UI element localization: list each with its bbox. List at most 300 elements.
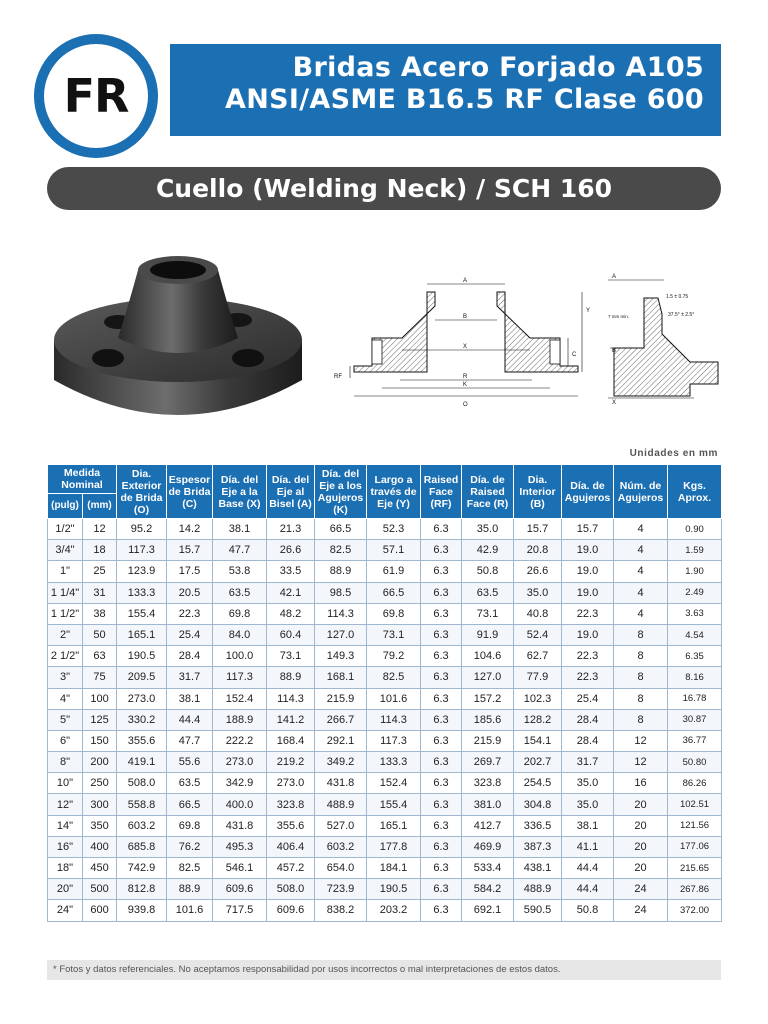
cell-dia-raised-face: 50.8 (462, 561, 514, 582)
logo-badge (44, 44, 148, 148)
cell-largo: 82.5 (367, 667, 421, 688)
col-header-num-agujeros: Núm. de Agujeros (614, 465, 668, 519)
table-row (48, 646, 722, 667)
cell-dia-exterior: 508.0 (117, 773, 167, 794)
cell-dia-bisel: 219.2 (267, 752, 315, 773)
col-header-dia-base: Día. del Eje a la Base (X) (213, 465, 267, 519)
dim-label-r: R (463, 374, 468, 380)
cell-kgs: 102.51 (668, 794, 722, 815)
cell-pulg: 8" (48, 752, 83, 773)
cell-dia-de-agujeros: 44.4 (562, 858, 614, 879)
dim-label-x: X (463, 344, 468, 350)
cell-raised-face: 6.3 (421, 879, 462, 900)
table-row (48, 794, 722, 815)
detail-label-angle: 37.5° ± 2.5° (668, 312, 695, 318)
cell-mm: 18 (83, 540, 117, 561)
cell-mm: 450 (83, 858, 117, 879)
cell-largo: 52.3 (367, 519, 421, 540)
units-note: Unidades en mm (629, 448, 718, 459)
cell-dia-base: 84.0 (213, 624, 267, 645)
cell-num-agujeros: 8 (614, 709, 668, 730)
cell-espesor: 31.7 (167, 667, 213, 688)
cell-dia-agujeros-eje: 654.0 (315, 858, 367, 879)
cell-dia-exterior: 939.8 (117, 900, 167, 921)
cell-dia-interior: 202.7 (514, 752, 562, 773)
cell-mm: 31 (83, 582, 117, 603)
cell-pulg: 24" (48, 900, 83, 921)
cell-dia-base: 63.5 (213, 582, 267, 603)
page-title-line-2: ANSI/ASME B16.5 RF Clase 600 (225, 84, 704, 115)
cell-dia-agujeros-eje: 431.8 (315, 773, 367, 794)
cell-dia-agujeros-eje: 527.0 (315, 815, 367, 836)
brand-logo (34, 34, 158, 158)
col-header-pulg: (pulg) (48, 494, 83, 519)
detail-label-b: B (612, 348, 617, 354)
table-row (48, 667, 722, 688)
table-row (48, 519, 722, 540)
cell-dia-de-agujeros: 22.3 (562, 603, 614, 624)
cell-dia-interior: 590.5 (514, 900, 562, 921)
table-row (48, 603, 722, 624)
cell-largo: 117.3 (367, 730, 421, 751)
cell-kgs: 36.77 (668, 730, 722, 751)
cell-largo: 79.2 (367, 646, 421, 667)
cell-dia-bisel: 508.0 (267, 879, 315, 900)
table-row (48, 561, 722, 582)
cell-dia-agujeros-eje: 66.5 (315, 519, 367, 540)
cell-dia-interior: 488.9 (514, 879, 562, 900)
dim-label-a: A (463, 278, 468, 284)
detail-label-tolerance: 1.5 ± 0.75 (666, 294, 689, 300)
cell-dia-interior: 26.6 (514, 561, 562, 582)
cell-dia-base: 69.8 (213, 603, 267, 624)
cell-dia-bisel: 21.3 (267, 519, 315, 540)
cell-dia-bisel: 73.1 (267, 646, 315, 667)
cell-pulg: 16" (48, 836, 83, 857)
cell-raised-face: 6.3 (421, 900, 462, 921)
cell-dia-de-agujeros: 28.4 (562, 709, 614, 730)
cell-dia-raised-face: 412.7 (462, 815, 514, 836)
cell-raised-face: 6.3 (421, 582, 462, 603)
cell-kgs: 2.49 (668, 582, 722, 603)
cell-pulg: 1 1/4" (48, 582, 83, 603)
cell-dia-base: 495.3 (213, 836, 267, 857)
cell-dia-raised-face: 63.5 (462, 582, 514, 603)
cell-dia-exterior: 95.2 (117, 519, 167, 540)
cell-mm: 12 (83, 519, 117, 540)
cell-num-agujeros: 8 (614, 646, 668, 667)
cell-mm: 100 (83, 688, 117, 709)
cell-dia-bisel: 323.8 (267, 794, 315, 815)
col-header-dia-exterior: Dia. Exterior de Brida (O) (117, 465, 167, 519)
cell-dia-agujeros-eje: 149.3 (315, 646, 367, 667)
cell-dia-exterior: 133.3 (117, 582, 167, 603)
cell-dia-raised-face: 157.2 (462, 688, 514, 709)
cell-dia-raised-face: 91.9 (462, 624, 514, 645)
dim-label-k: K (463, 382, 468, 388)
cell-dia-de-agujeros: 41.1 (562, 836, 614, 857)
table-row (48, 815, 722, 836)
detail-label-min: 7 mm min. (608, 314, 630, 319)
cell-dia-raised-face: 215.9 (462, 730, 514, 751)
cell-espesor: 25.4 (167, 624, 213, 645)
col-header-largo: Largo a través de Eje (Y) (367, 465, 421, 519)
cell-pulg: 1" (48, 561, 83, 582)
table-row (48, 836, 722, 857)
cell-espesor: 82.5 (167, 858, 213, 879)
page-title-line-1: Bridas Acero Forjado A105 (292, 52, 704, 83)
cell-mm: 250 (83, 773, 117, 794)
cell-raised-face: 6.3 (421, 561, 462, 582)
cell-pulg: 5" (48, 709, 83, 730)
cell-dia-agujeros-eje: 266.7 (315, 709, 367, 730)
cell-num-agujeros: 4 (614, 582, 668, 603)
cell-dia-de-agujeros: 44.4 (562, 879, 614, 900)
dim-label-b: B (463, 314, 468, 320)
cell-pulg: 18" (48, 858, 83, 879)
cell-largo: 184.1 (367, 858, 421, 879)
cell-espesor: 88.9 (167, 879, 213, 900)
cell-dia-bisel: 273.0 (267, 773, 315, 794)
cell-dia-interior: 304.8 (514, 794, 562, 815)
cell-num-agujeros: 20 (614, 794, 668, 815)
cell-dia-interior: 52.4 (514, 624, 562, 645)
cell-raised-face: 6.3 (421, 836, 462, 857)
cell-dia-de-agujeros: 50.8 (562, 900, 614, 921)
cell-dia-agujeros-eje: 838.2 (315, 900, 367, 921)
cell-dia-exterior: 117.3 (117, 540, 167, 561)
cell-dia-raised-face: 381.0 (462, 794, 514, 815)
cell-dia-agujeros-eje: 82.5 (315, 540, 367, 561)
cell-dia-de-agujeros: 28.4 (562, 730, 614, 751)
cell-dia-base: 273.0 (213, 752, 267, 773)
cell-espesor: 47.7 (167, 730, 213, 751)
cell-raised-face: 6.3 (421, 603, 462, 624)
cell-dia-interior: 62.7 (514, 646, 562, 667)
cell-dia-base: 152.4 (213, 688, 267, 709)
cell-kgs: 3.63 (668, 603, 722, 624)
cell-dia-exterior: 273.0 (117, 688, 167, 709)
cell-dia-de-agujeros: 15.7 (562, 519, 614, 540)
cell-dia-agujeros-eje: 168.1 (315, 667, 367, 688)
cell-dia-interior: 438.1 (514, 858, 562, 879)
cell-dia-agujeros-eje: 127.0 (315, 624, 367, 645)
cell-dia-base: 342.9 (213, 773, 267, 794)
cell-dia-interior: 154.1 (514, 730, 562, 751)
cell-kgs: 6.35 (668, 646, 722, 667)
cell-dia-raised-face: 323.8 (462, 773, 514, 794)
table-row (48, 773, 722, 794)
dim-label-rf: RF (334, 374, 342, 380)
flange-spec-table (47, 464, 722, 922)
cell-dia-agujeros-eje: 349.2 (315, 752, 367, 773)
cell-dia-raised-face: 469.9 (462, 836, 514, 857)
cell-dia-bisel: 42.1 (267, 582, 315, 603)
logo-text: FR (63, 69, 129, 123)
cell-espesor: 14.2 (167, 519, 213, 540)
cell-dia-interior: 387.3 (514, 836, 562, 857)
cell-num-agujeros: 20 (614, 858, 668, 879)
cell-raised-face: 6.3 (421, 688, 462, 709)
cell-raised-face: 6.3 (421, 773, 462, 794)
cell-dia-de-agujeros: 35.0 (562, 773, 614, 794)
cell-dia-de-agujeros: 25.4 (562, 688, 614, 709)
table-row (48, 709, 722, 730)
cell-dia-agujeros-eje: 292.1 (315, 730, 367, 751)
cell-num-agujeros: 8 (614, 688, 668, 709)
cell-dia-bisel: 355.6 (267, 815, 315, 836)
cell-dia-exterior: 123.9 (117, 561, 167, 582)
cell-pulg: 14" (48, 815, 83, 836)
cell-kgs: 16.78 (668, 688, 722, 709)
cell-dia-base: 222.2 (213, 730, 267, 751)
cell-pulg: 20" (48, 879, 83, 900)
cell-mm: 600 (83, 900, 117, 921)
cell-espesor: 63.5 (167, 773, 213, 794)
col-header-dia-de-agujeros: Día. de Agujeros (562, 465, 614, 519)
cell-kgs: 372.00 (668, 900, 722, 921)
cell-num-agujeros: 12 (614, 730, 668, 751)
cell-espesor: 15.7 (167, 540, 213, 561)
cell-dia-agujeros-eje: 723.9 (315, 879, 367, 900)
cell-raised-face: 6.3 (421, 709, 462, 730)
cell-mm: 500 (83, 879, 117, 900)
cell-espesor: 101.6 (167, 900, 213, 921)
cell-dia-bisel: 88.9 (267, 667, 315, 688)
cell-num-agujeros: 4 (614, 603, 668, 624)
cell-dia-raised-face: 185.6 (462, 709, 514, 730)
table-row (48, 858, 722, 879)
cell-dia-exterior: 190.5 (117, 646, 167, 667)
cell-raised-face: 6.3 (421, 730, 462, 751)
cell-dia-base: 546.1 (213, 858, 267, 879)
cell-dia-bisel: 457.2 (267, 858, 315, 879)
cell-dia-exterior: 209.5 (117, 667, 167, 688)
cell-espesor: 20.5 (167, 582, 213, 603)
cell-pulg: 4" (48, 688, 83, 709)
cell-dia-exterior: 603.2 (117, 815, 167, 836)
col-header-mm: (mm) (83, 494, 117, 519)
col-header-dia-bisel: Día. del Eje al Bisel (A) (267, 465, 315, 519)
cell-espesor: 55.6 (167, 752, 213, 773)
table-row (48, 752, 722, 773)
cell-mm: 400 (83, 836, 117, 857)
cell-dia-interior: 20.8 (514, 540, 562, 561)
cell-dia-base: 431.8 (213, 815, 267, 836)
dim-label-o: O (463, 402, 468, 408)
cell-dia-de-agujeros: 22.3 (562, 667, 614, 688)
cell-pulg: 1/2" (48, 519, 83, 540)
cell-raised-face: 6.3 (421, 667, 462, 688)
cell-raised-face: 6.3 (421, 815, 462, 836)
flange-photo (48, 240, 308, 440)
cell-largo: 114.3 (367, 709, 421, 730)
table-row (48, 688, 722, 709)
cell-mm: 38 (83, 603, 117, 624)
cell-dia-exterior: 155.4 (117, 603, 167, 624)
cell-kgs: 4.54 (668, 624, 722, 645)
bevel-detail-drawing (604, 268, 724, 408)
cell-dia-interior: 35.0 (514, 582, 562, 603)
cell-dia-raised-face: 269.7 (462, 752, 514, 773)
cell-dia-agujeros-eje: 488.9 (315, 794, 367, 815)
cell-kgs: 30.87 (668, 709, 722, 730)
cell-dia-exterior: 685.8 (117, 836, 167, 857)
cell-espesor: 28.4 (167, 646, 213, 667)
cell-kgs: 1.90 (668, 561, 722, 582)
cell-dia-exterior: 742.9 (117, 858, 167, 879)
cell-mm: 63 (83, 646, 117, 667)
cell-pulg: 1 1/2" (48, 603, 83, 624)
cell-espesor: 76.2 (167, 836, 213, 857)
cell-dia-de-agujeros: 19.0 (562, 582, 614, 603)
cell-largo: 69.8 (367, 603, 421, 624)
cell-dia-base: 53.8 (213, 561, 267, 582)
cell-espesor: 22.3 (167, 603, 213, 624)
cell-raised-face: 6.3 (421, 858, 462, 879)
cell-largo: 203.2 (367, 900, 421, 921)
cell-raised-face: 6.3 (421, 519, 462, 540)
cell-kgs: 50.80 (668, 752, 722, 773)
cell-kgs: 8.16 (668, 667, 722, 688)
cell-kgs: 86.26 (668, 773, 722, 794)
cell-dia-bisel: 26.6 (267, 540, 315, 561)
cell-dia-exterior: 330.2 (117, 709, 167, 730)
cell-raised-face: 6.3 (421, 646, 462, 667)
col-header-dia-agujeros-eje: Día. del Eje a los Agujeros (K) (315, 465, 367, 519)
cell-dia-agujeros-eje: 603.2 (315, 836, 367, 857)
table-row (48, 879, 722, 900)
cell-pulg: 12" (48, 794, 83, 815)
cell-num-agujeros: 4 (614, 519, 668, 540)
section-title-bar (47, 167, 721, 210)
cell-mm: 125 (83, 709, 117, 730)
cell-dia-bisel: 33.5 (267, 561, 315, 582)
cell-mm: 300 (83, 794, 117, 815)
cell-largo: 73.1 (367, 624, 421, 645)
dim-label-y: Y (586, 308, 591, 314)
cell-pulg: 2 1/2" (48, 646, 83, 667)
table-row (48, 900, 722, 921)
cell-raised-face: 6.3 (421, 794, 462, 815)
cell-dia-bisel: 168.4 (267, 730, 315, 751)
cell-dia-raised-face: 42.9 (462, 540, 514, 561)
cell-num-agujeros: 4 (614, 540, 668, 561)
cell-kgs: 0.90 (668, 519, 722, 540)
cell-dia-bisel: 114.3 (267, 688, 315, 709)
section-title: Cuello (Welding Neck) / SCH 160 (155, 174, 613, 203)
cell-largo: 190.5 (367, 879, 421, 900)
cell-largo: 152.4 (367, 773, 421, 794)
cell-dia-interior: 336.5 (514, 815, 562, 836)
cell-espesor: 38.1 (167, 688, 213, 709)
cell-dia-base: 100.0 (213, 646, 267, 667)
cell-kgs: 1.59 (668, 540, 722, 561)
cell-dia-bisel: 609.6 (267, 900, 315, 921)
table-row (48, 540, 722, 561)
cell-dia-exterior: 355.6 (117, 730, 167, 751)
detail-label-a: A (612, 274, 617, 280)
cell-dia-de-agujeros: 35.0 (562, 794, 614, 815)
cell-dia-bisel: 48.2 (267, 603, 315, 624)
cell-mm: 25 (83, 561, 117, 582)
cell-dia-de-agujeros: 31.7 (562, 752, 614, 773)
cell-dia-exterior: 419.1 (117, 752, 167, 773)
cell-dia-de-agujeros: 19.0 (562, 624, 614, 645)
cell-num-agujeros: 12 (614, 752, 668, 773)
cell-dia-interior: 15.7 (514, 519, 562, 540)
cell-mm: 350 (83, 815, 117, 836)
col-header-raised-face: Raised Face (RF) (421, 465, 462, 519)
cell-largo: 101.6 (367, 688, 421, 709)
cell-dia-raised-face: 584.2 (462, 879, 514, 900)
table-row (48, 624, 722, 645)
cell-dia-raised-face: 73.1 (462, 603, 514, 624)
cell-dia-base: 38.1 (213, 519, 267, 540)
cell-mm: 75 (83, 667, 117, 688)
cell-mm: 150 (83, 730, 117, 751)
cell-dia-bisel: 406.4 (267, 836, 315, 857)
cell-dia-exterior: 165.1 (117, 624, 167, 645)
cell-dia-de-agujeros: 19.0 (562, 561, 614, 582)
cell-largo: 155.4 (367, 794, 421, 815)
cell-dia-bisel: 60.4 (267, 624, 315, 645)
cell-pulg: 6" (48, 730, 83, 751)
table-row (48, 582, 722, 603)
cell-kgs: 177.06 (668, 836, 722, 857)
cell-dia-base: 717.5 (213, 900, 267, 921)
cell-pulg: 2" (48, 624, 83, 645)
cell-dia-base: 609.6 (213, 879, 267, 900)
cell-kgs: 215.65 (668, 858, 722, 879)
cell-dia-agujeros-eje: 98.5 (315, 582, 367, 603)
cell-dia-base: 47.7 (213, 540, 267, 561)
cell-dia-agujeros-eje: 114.3 (315, 603, 367, 624)
cell-dia-base: 400.0 (213, 794, 267, 815)
col-header-kgs: Kgs. Aprox. (668, 465, 722, 519)
col-header-dia-raised-face: Día. de Raised Face (R) (462, 465, 514, 519)
cell-mm: 50 (83, 624, 117, 645)
cell-dia-interior: 254.5 (514, 773, 562, 794)
cell-dia-raised-face: 35.0 (462, 519, 514, 540)
cell-raised-face: 6.3 (421, 540, 462, 561)
cell-dia-exterior: 558.8 (117, 794, 167, 815)
col-header-espesor: Espesor de Brida (C) (167, 465, 213, 519)
cell-num-agujeros: 24 (614, 879, 668, 900)
cell-dia-interior: 77.9 (514, 667, 562, 688)
cell-dia-raised-face: 533.4 (462, 858, 514, 879)
cell-espesor: 66.5 (167, 794, 213, 815)
cell-dia-bisel: 141.2 (267, 709, 315, 730)
cell-dia-de-agujeros: 19.0 (562, 540, 614, 561)
cell-dia-de-agujeros: 38.1 (562, 815, 614, 836)
cell-pulg: 10" (48, 773, 83, 794)
cell-kgs: 121.56 (668, 815, 722, 836)
cell-dia-base: 188.9 (213, 709, 267, 730)
cell-largo: 66.5 (367, 582, 421, 603)
cell-largo: 57.1 (367, 540, 421, 561)
cell-largo: 61.9 (367, 561, 421, 582)
cell-dia-agujeros-eje: 88.9 (315, 561, 367, 582)
flange-section-drawing (332, 268, 600, 414)
cell-kgs: 267.86 (668, 879, 722, 900)
cell-pulg: 3/4" (48, 540, 83, 561)
dim-label-c: C (572, 352, 577, 358)
cell-dia-de-agujeros: 22.3 (562, 646, 614, 667)
cell-num-agujeros: 20 (614, 815, 668, 836)
footnote: * Fotos y datos referenciales. No aceptamos responsabilidad por usos incorrectos o mal interpretaciones de estos datos. (47, 960, 721, 980)
detail-label-x: X (612, 400, 617, 406)
